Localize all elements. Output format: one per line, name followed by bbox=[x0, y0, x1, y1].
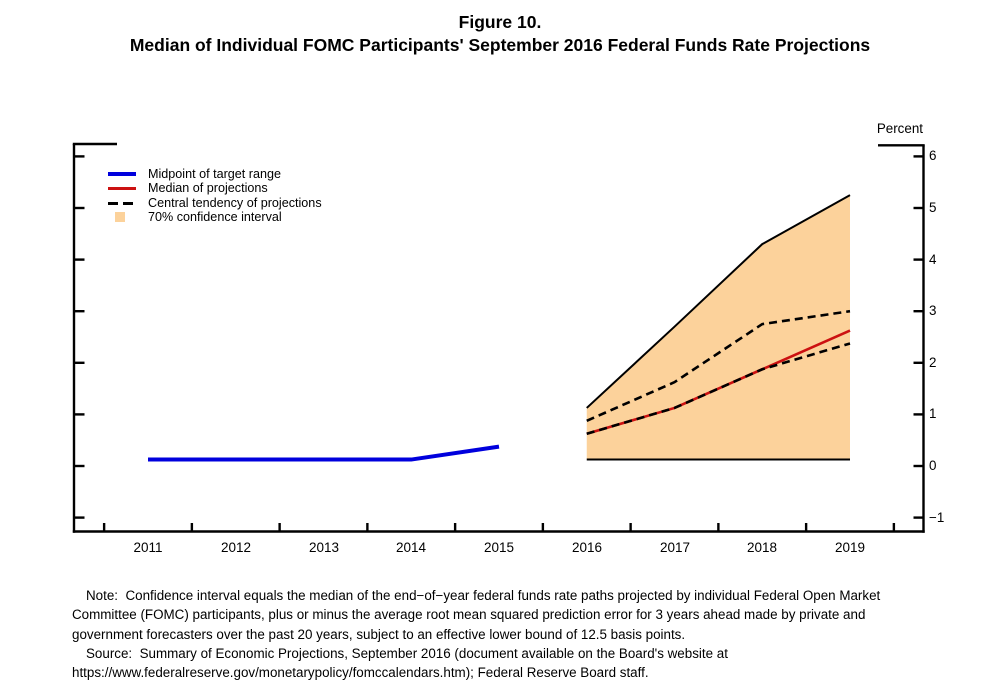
x-tick-label-2015: 2015 bbox=[483, 540, 515, 555]
source-line: Source: Summary of Economic Projections, September 2016 (document available on the Board's website at bbox=[86, 645, 728, 661]
figure-number-title: Figure 10. bbox=[458, 12, 542, 32]
legend-swatch-red-line-icon bbox=[108, 187, 148, 190]
legend-swatch-tan-square-icon bbox=[108, 212, 148, 222]
x-tick-label-2011: 2011 bbox=[133, 540, 163, 555]
confidence-band bbox=[587, 195, 850, 459]
y-tick-label-3: 3 bbox=[929, 303, 937, 318]
x-tick-label-2013: 2013 bbox=[308, 540, 340, 555]
y-axis-unit-label: Percent bbox=[876, 121, 923, 136]
x-tick-label-2019: 2019 bbox=[834, 540, 866, 555]
legend-item-confidence-interval bbox=[108, 210, 282, 224]
x-tick-label-2014: 2014 bbox=[395, 540, 427, 555]
y-tick-label-0: 0 bbox=[929, 458, 937, 473]
x-tick-label-2018: 2018 bbox=[746, 540, 778, 555]
chart-data-layer bbox=[148, 195, 850, 459]
legend-label: 70% confidence interval bbox=[148, 210, 282, 224]
legend-label: Median of projections bbox=[148, 181, 268, 195]
source-line: https://www.federalreserve.gov/monetarypolicy/fomccalendars.htm); Federal Reserve Board staff. bbox=[72, 665, 649, 681]
note-line: government forecasters over the past 20 years, subject to an effective lower bound of 12.5 basis points. bbox=[72, 626, 686, 642]
y-tick-label-4: 4 bbox=[929, 252, 937, 267]
x-tick-label-2016: 2016 bbox=[571, 540, 603, 555]
y-tick-label-neg1: −1 bbox=[929, 510, 945, 525]
page-title: Median of Individual FOMC Participants' September 2016 Federal Funds Rate Projections bbox=[129, 35, 871, 55]
y-tick-label-6: 6 bbox=[929, 148, 937, 163]
legend-item-midpoint-target-range bbox=[108, 167, 281, 181]
y-tick-label-1: 1 bbox=[929, 406, 937, 421]
legend-swatch-blue-line-icon bbox=[108, 172, 148, 176]
x-tick-label-2017: 2017 bbox=[659, 540, 691, 555]
legend-item-median-projections bbox=[108, 181, 268, 195]
legend-label: Midpoint of target range bbox=[148, 167, 282, 181]
note-line: Committee (FOMC) participants, plus or minus the average root mean squared prediction error for 3 years ahead made by private and bbox=[72, 607, 866, 623]
y-tick-label-5: 5 bbox=[929, 200, 937, 215]
legend-swatch-dashed-line-icon bbox=[108, 202, 148, 205]
y-tick-label-2: 2 bbox=[929, 355, 937, 370]
note-line: Note: Confidence interval equals the median of the end−of−year federal funds rate paths projected by individual Federal Open Market bbox=[86, 588, 881, 603]
legend-item-central-tendency bbox=[108, 196, 322, 210]
midpoint-target-range-line bbox=[148, 447, 499, 460]
legend-label: Central tendency of projections bbox=[148, 196, 322, 210]
x-tick-label-2012: 2012 bbox=[220, 540, 252, 555]
footnote-block bbox=[72, 586, 977, 682]
